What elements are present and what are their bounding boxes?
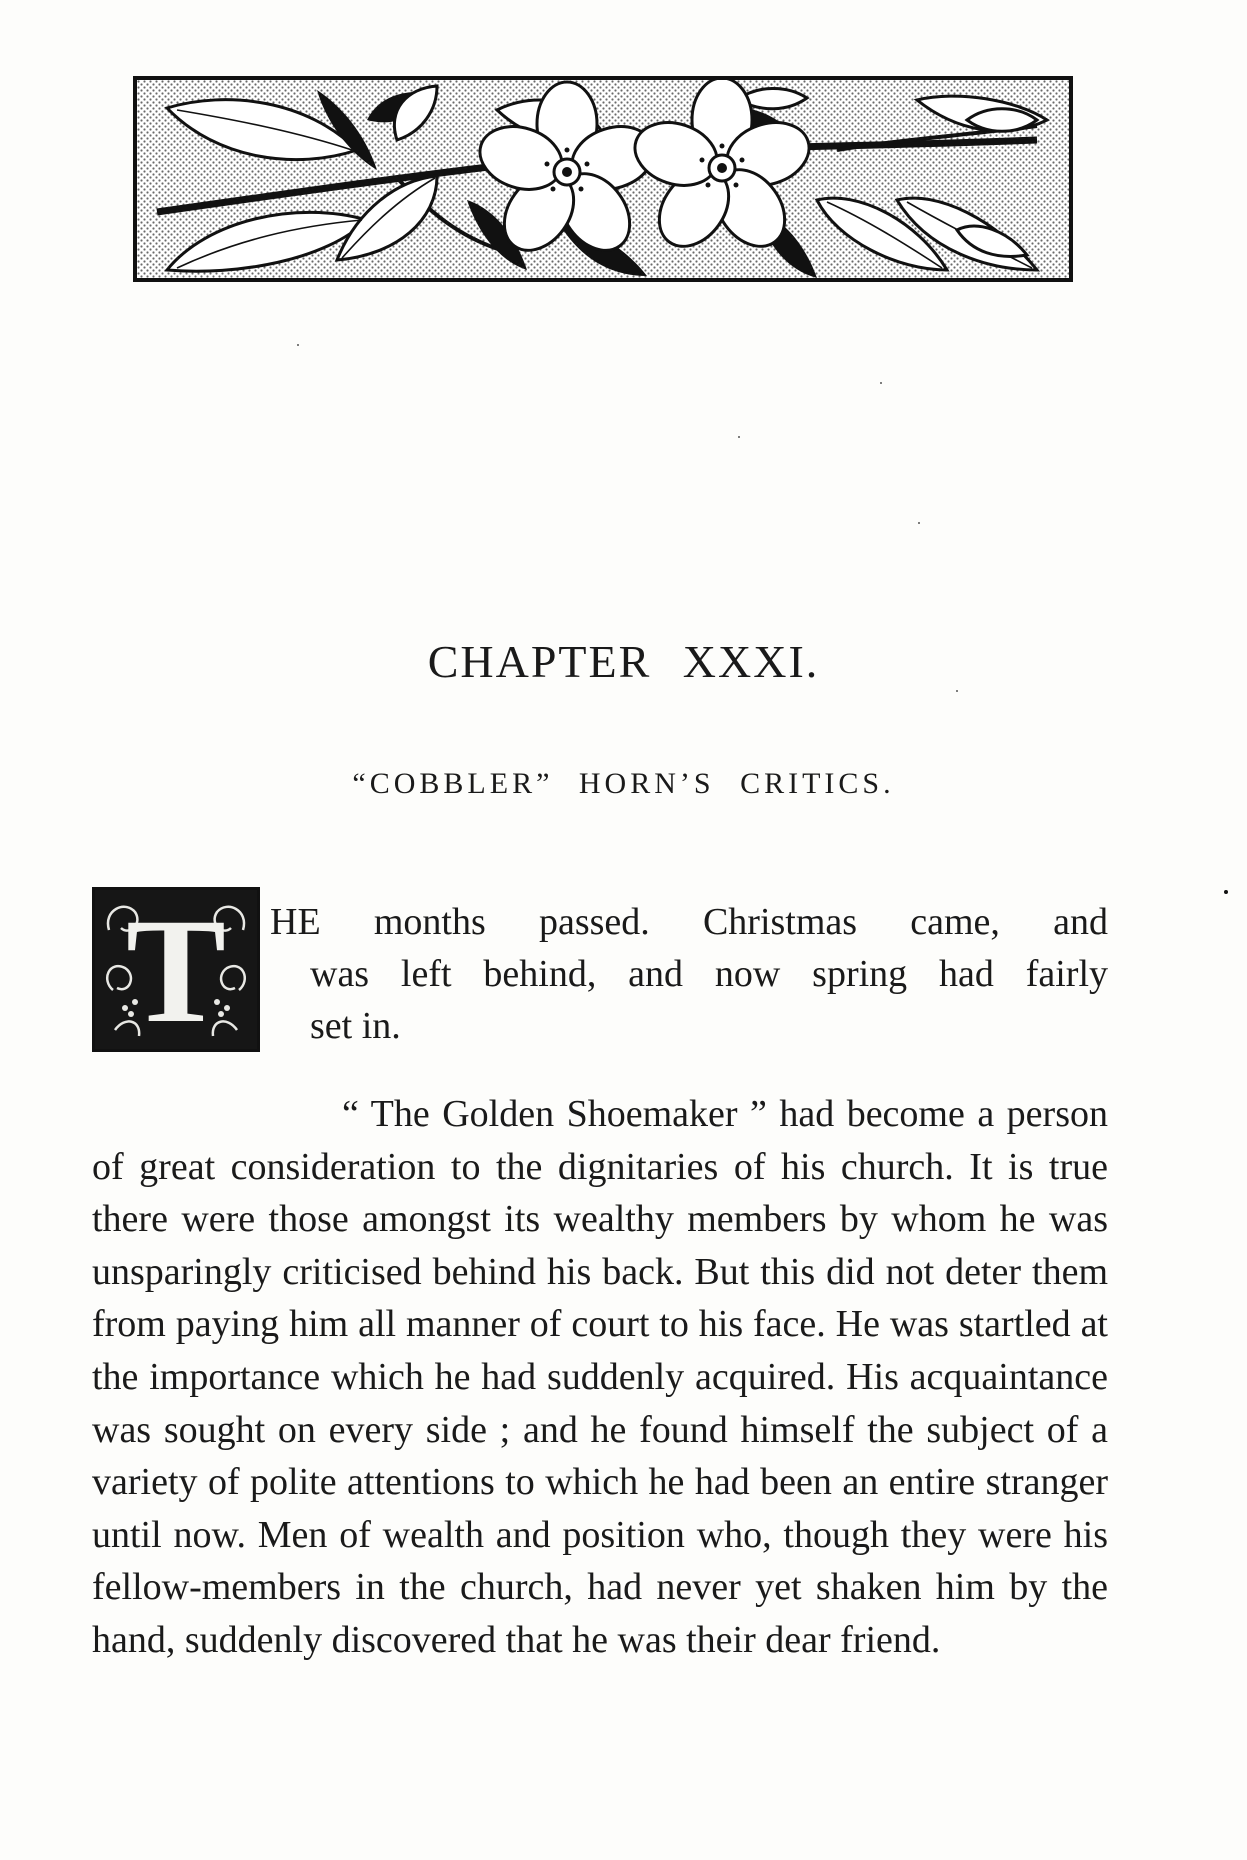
scan-speck <box>297 344 299 346</box>
body-paragraph: “ The Golden Shoemaker ” had become a person of great consideration to the dignitaries of his church. It is true there were those amongst its wealthy members by whom he was unsparingly criticised behind his back. But this did not deter them from paying him all manner of court to his face. He was startled at the importance which he had suddenly acquired. His acquaintance was sought on every side ; and he found himself the subject of a variety of polite attentions to which he had been an entire stranger until now. Men of wealth and position who, though they were his fellow-members in the church, had never yet shaken him by the hand, suddenly discovered that he was their dear friend. <box>92 1093 1108 1661</box>
opening-lines <box>270 896 1108 1052</box>
chapter-subtitle: “COBBLER” HORN’S CRITICS. <box>352 767 895 800</box>
opening-line-1: HE months passed. Christmas came, and <box>270 901 1108 943</box>
floral-headpiece-ornament <box>133 76 1073 282</box>
scan-speck <box>880 382 882 384</box>
scan-speck <box>918 522 920 524</box>
opening-line-3: set in. <box>310 1005 401 1047</box>
scan-speck <box>738 436 740 438</box>
opening-line-2: was left behind, and now spring had fairly <box>310 953 1108 995</box>
scan-speck <box>1224 890 1228 894</box>
scan-speck <box>956 690 958 692</box>
chapter-title: CHAPTER XXXI. <box>427 636 820 687</box>
drop-cap-ornament <box>92 887 260 1052</box>
floral-branch-illustration <box>137 80 1069 278</box>
drop-cap-letter: T <box>125 888 227 1054</box>
